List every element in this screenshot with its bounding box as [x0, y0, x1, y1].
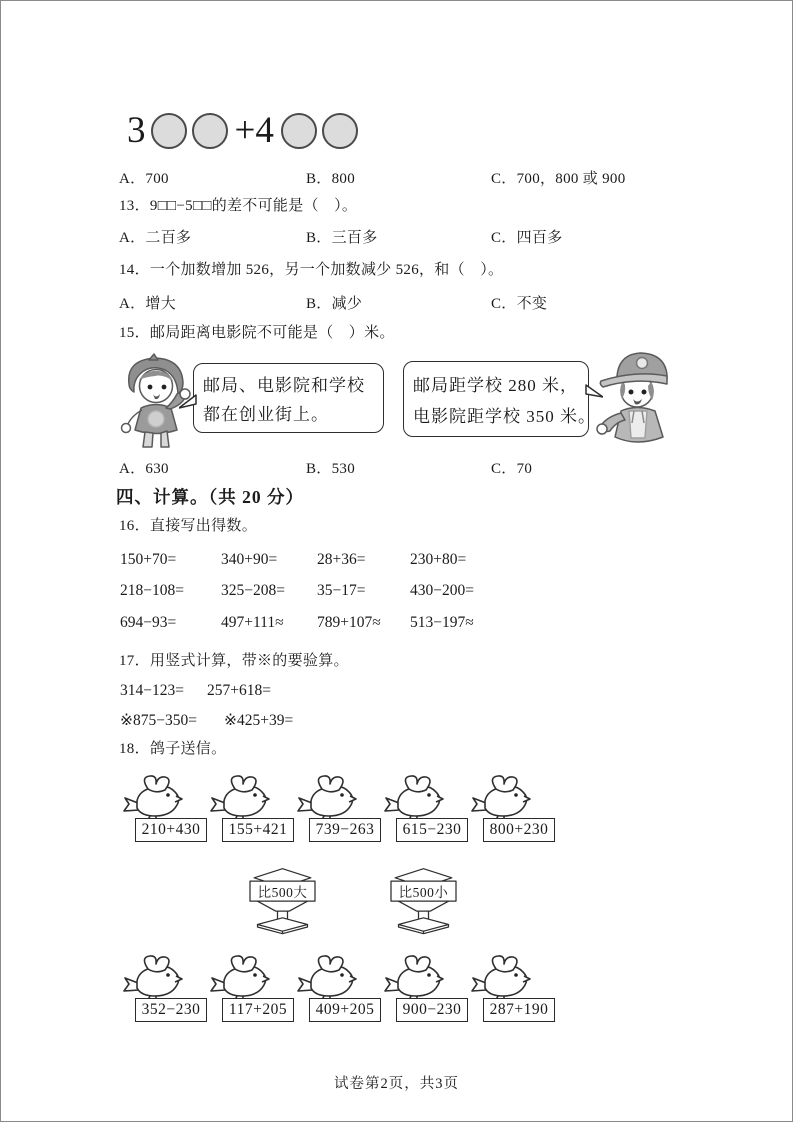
q13-option-a: A．二百多	[119, 230, 192, 246]
calc-item: 314−123=	[120, 682, 184, 699]
q16-text: 16．直接写出得数。	[119, 518, 258, 534]
q12-option-a: A．700	[119, 171, 169, 187]
nest-stand-drawing	[249, 867, 316, 937]
nest-stand-greater	[249, 867, 316, 937]
calc-item: 694−93=	[120, 614, 177, 631]
pigeon-icon	[471, 775, 529, 821]
bubble-left-line1: 邮局、电影院和学校	[203, 375, 365, 395]
pigeon-expression-box: 155+421	[222, 818, 294, 842]
calc-item: ※875−350=	[120, 712, 197, 729]
calc-item: 325−208=	[221, 582, 285, 599]
q13-option-c: C．四百多	[491, 230, 563, 246]
expression-plus: +4	[234, 110, 274, 151]
q14-text: 14．一个加数增加 526，另一个加数减少 526，和（ ）。	[119, 262, 504, 278]
calc-item: 789+107≈	[317, 614, 381, 631]
expression-prefix: 3	[127, 110, 146, 151]
stand-label: 比500小	[398, 885, 449, 900]
calc-item: 35−17=	[317, 582, 366, 599]
pigeon-icon	[210, 955, 268, 1001]
bubble-left-line2: 都在创业街上。	[203, 405, 329, 425]
page-footer: 试卷第2页，共3页	[334, 1076, 459, 1092]
q14-option-c: C．不变	[491, 296, 548, 312]
q15-option-c: C．70	[491, 461, 533, 477]
q16-row2	[120, 582, 680, 600]
q17-row2	[120, 711, 520, 729]
boy-right-illustration	[587, 349, 689, 463]
q12-option-c: C．700，800 或 900	[491, 171, 626, 187]
calc-item: 340+90=	[221, 551, 278, 568]
calc-item: 497+111≈	[221, 614, 284, 631]
bubble-tail-left	[179, 394, 197, 414]
pigeon-expression-box: 409+205	[309, 998, 381, 1022]
pigeon-icon	[123, 955, 181, 1001]
pigeon-expression-box: 800+230	[483, 818, 555, 842]
bubble-right-line2: 电影院距学校 350 米。	[413, 407, 596, 427]
pigeon-icon	[384, 955, 442, 1001]
q12-options	[119, 167, 769, 185]
q15-text: 15．邮局距离电影院不可能是（ ）米。	[119, 325, 395, 341]
q14-option-a: A．增大	[119, 296, 177, 312]
pigeon-expression-box: 900−230	[396, 998, 468, 1022]
calc-item: 430−200=	[410, 582, 474, 599]
pigeon-icon	[210, 775, 268, 821]
calc-item: 257+618=	[207, 682, 271, 699]
blank-circle	[322, 113, 358, 149]
q15-bubble-right	[403, 361, 596, 437]
calc-item: 150+70=	[120, 551, 177, 568]
pigeon-icon	[297, 955, 355, 1001]
pigeon-icon	[471, 955, 529, 1001]
calc-item: ※425+39=	[224, 712, 294, 729]
pigeon-expression-box: 287+190	[483, 998, 555, 1022]
q18-text: 18．鸽子送信。	[119, 741, 227, 757]
pigeon-expression-box: 352−230	[135, 998, 207, 1022]
q15-option-a: A．630	[119, 461, 169, 477]
blank-circle	[192, 113, 228, 149]
pigeon-icon	[123, 775, 181, 821]
calc-item: 218−108=	[120, 582, 184, 599]
pigeon-expression-box: 210+430	[135, 818, 207, 842]
pigeon-expression-box: 739−263	[309, 818, 381, 842]
q13-option-b: B．三百多	[306, 230, 378, 246]
blank-circle	[151, 113, 187, 149]
section4-title: 四、计算。（共 20 分）	[116, 487, 304, 507]
q13-options	[119, 226, 769, 244]
calc-item: 513−197≈	[410, 614, 474, 631]
q16-row3	[120, 614, 680, 632]
calc-item: 28+36=	[317, 551, 366, 568]
pigeon-icon	[297, 775, 355, 821]
q15-options	[119, 457, 769, 475]
pigeon-expression-box: 117+205	[222, 998, 294, 1022]
q17-text: 17．用竖式计算，带※的要验算。	[119, 653, 349, 669]
nest-stand-less	[390, 867, 457, 937]
q16-row1	[120, 551, 680, 569]
bubble-right-line1: 邮局距学校 280 米，	[413, 375, 578, 395]
q15-option-b: B．530	[306, 461, 356, 477]
q12-circles-expression	[127, 109, 358, 153]
blank-circle	[281, 113, 317, 149]
q17-row1	[120, 682, 520, 700]
nest-stand-drawing	[390, 867, 457, 937]
q15-bubble-left	[193, 363, 384, 433]
q14-option-b: B．减少	[306, 296, 363, 312]
stand-label: 比500大	[257, 885, 308, 900]
pigeon-icon	[384, 775, 442, 821]
q14-options	[119, 292, 769, 310]
q13-text: 13．9□□−5□□的差不可能是（ ）。	[119, 198, 358, 214]
pigeon-expression-box: 615−230	[396, 818, 468, 842]
calc-item: 230+80=	[410, 551, 467, 568]
q12-option-b: B．800	[306, 171, 356, 187]
